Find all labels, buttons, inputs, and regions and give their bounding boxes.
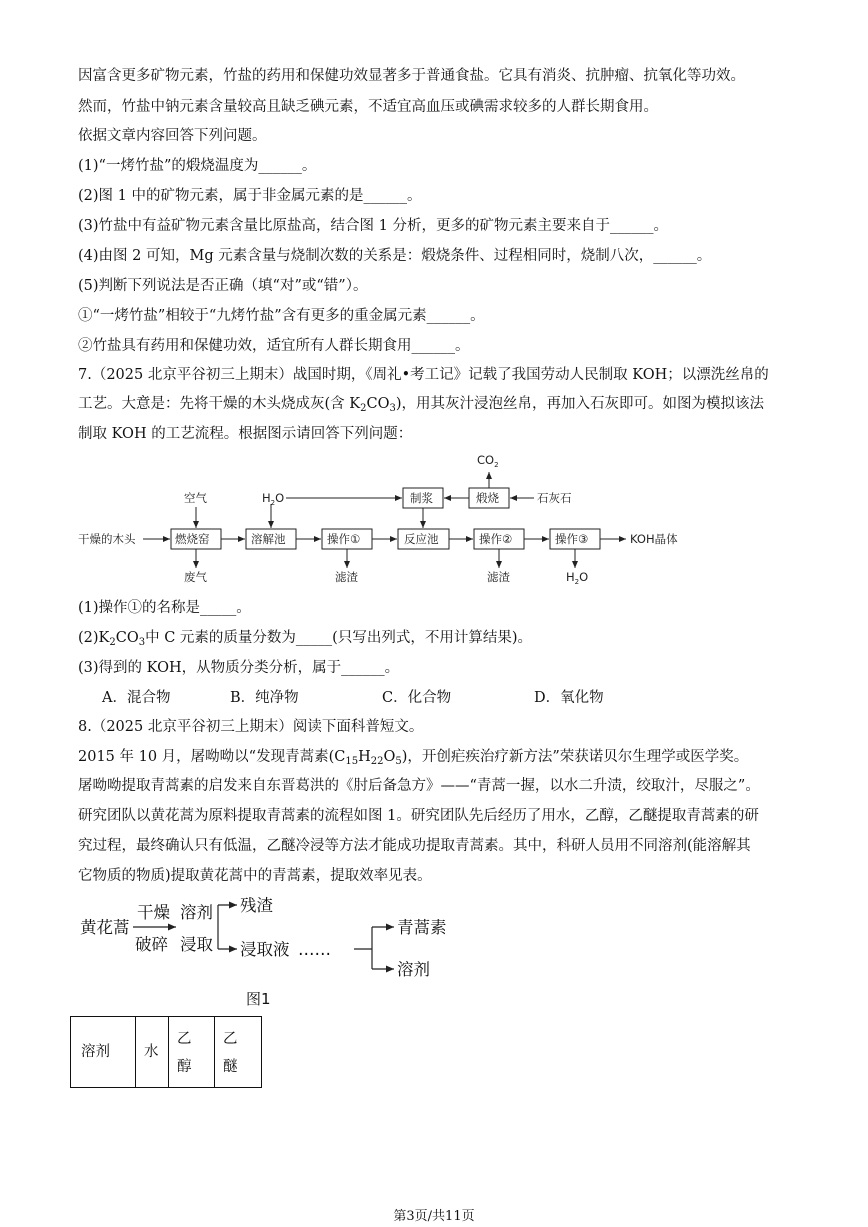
question-7-line: 制取 KOH 的工艺流程。根据图示请回答下列问题： <box>78 426 413 442</box>
solvent-table <box>70 1016 262 1088</box>
question-line: (3)竹盐中有益矿物元素含量比原盐高，结合图 1 分析，更多的矿物元素主要来自于______。 <box>78 218 668 234</box>
option-b: B．纯净物 <box>230 690 299 706</box>
slurry-label: 制浆 <box>410 491 433 505</box>
option-c: C．化合物 <box>382 690 452 706</box>
table-cell: 乙 醇 <box>169 1017 215 1088</box>
dry-label: 干燥 <box>137 903 170 922</box>
artemisinin-label: 青蒿素 <box>397 918 447 937</box>
question-line: (5)判断下列说法是否正确（填“对”或“错”）。 <box>78 278 368 294</box>
question-line: (4)由图 2 可知，Mg 元素含量与烧制次数的关系是：煅烧条件、过程相同时，烧制八次，______。 <box>78 248 712 264</box>
crush-label: 破碎 <box>135 935 168 954</box>
text-line: 然而，竹盐中钠元素含量较高且缺乏碘元素，不适宜高血压或碘需求较多的人群长期食用。 <box>78 99 658 115</box>
text-line: 因富含更多矿物元素，竹盐的药用和保健功效显著多于普通食盐。它具有消炎、抗肿瘤、抗氧化等功效。 <box>78 68 745 84</box>
question-8-line: 研究团队以黄花蒿为原料提取青蒿素的流程如图 1。研究团队先后经历了用水，乙醇，乙醚提取青蒿素的研 <box>78 808 759 824</box>
residue-label: 残渣 <box>240 896 273 915</box>
question-7-heading: 7.（2025 北京平谷初三上期末）战国时期，《周礼•考工记》记载了我国劳动人民制取 KOH；以漂洗丝帛的 <box>78 367 769 383</box>
question-line: ②竹盐具有药用和保健功效，适宜所有人群长期食用______。 <box>78 338 470 354</box>
residue-label: 滤渣 <box>335 570 358 584</box>
table-cell: 溶剂 <box>71 1017 136 1088</box>
koh-crystal-label: KOH晶体 <box>630 532 678 546</box>
co2-label: $CO_2$ <box>477 453 499 469</box>
question-line: (2)图 1 中的矿物元素，属于非金属元素的是______。 <box>78 188 422 204</box>
question-line: $(2)K_2CO_3$中 C 元素的质量分数为_____(只写出列式，不用计算结果)。 <box>78 630 532 648</box>
react-label: 反应池 <box>404 532 439 546</box>
figure-caption: 图1 <box>246 990 271 1008</box>
op2-label: 操作② <box>479 532 513 546</box>
question-8-heading: 8.（2025 北京平谷初三上期末）阅读下面科普短文。 <box>78 719 424 735</box>
page-footer: 第3页/共11页 <box>393 1209 475 1224</box>
calcine-label: 煅烧 <box>476 491 499 505</box>
table-row <box>71 1017 262 1088</box>
h2o-input-label: $H_2O$ <box>262 491 285 507</box>
air-label: 空气 <box>184 491 207 505</box>
op3-label: 操作③ <box>555 532 589 546</box>
exhaust-label: 废气 <box>184 570 207 584</box>
option-d: D．氧化物 <box>534 690 604 706</box>
solvent-output-label: 溶剂 <box>397 960 430 979</box>
table-cell: 乙 醚 <box>215 1017 262 1088</box>
question-8-line: 它物质的物质)提取黄花蒿中的青蒿素，提取效率见表。 <box>78 868 432 884</box>
residue-label: 滤渣 <box>487 570 510 584</box>
furnace-label: 燃烧窑 <box>175 532 210 546</box>
ellipsis-label: …… <box>298 940 331 959</box>
wood-label: 干燥的木头 <box>78 532 136 546</box>
limestone-label: 石灰石 <box>537 491 572 505</box>
dissolve-label: 溶解池 <box>251 532 286 546</box>
soak-label: 浸取 <box>180 935 213 954</box>
op1-label: 操作① <box>327 532 361 546</box>
question-8-line: 究过程，最终确认只有低温，乙醚冷浸等方法才能成功提取青蒿素。其中，科研人员用不同溶剂(能溶解其 <box>78 838 751 854</box>
question-line: (1)“一烤竹盐”的煅烧温度为______。 <box>78 158 317 174</box>
table-cell: 水 <box>136 1017 169 1088</box>
h2o-output-label: $H_2O$ <box>566 570 589 586</box>
question-line: ①“一烤竹盐”相较于“九烤竹盐”含有更多的重金属元素______。 <box>78 308 485 324</box>
question-8-line: 屠呦呦提取青蒿素的启发来自东晋葛洪的《肘后备急方》——“青蒿一握，以水二升渍，绞取汁，尽服之”。 <box>78 778 760 794</box>
question-line: (3)得到的 KOH，从物质分类分析，属于______。 <box>78 660 400 676</box>
text-line: 依据文章内容回答下列问题。 <box>78 128 267 144</box>
solvent-input-label: 溶剂 <box>180 903 213 922</box>
extract-label: 浸取液 <box>240 940 290 959</box>
question-8-line: 2015 年 10 月，屠呦呦以“发现青蒿素$(C_{15}H_{22}O_5)$，开创疟疾治疗新方法”荣获诺贝尔生理学或医学奖。 <box>78 749 749 767</box>
question-7-line: 工艺。大意是：先将干燥的木头烧成灰(含 $K_2CO_3$)，用其灰汁浸泡丝帛，再加入石灰即可。如图为模拟该法 <box>78 396 764 414</box>
plant-label: 黄花蒿 <box>80 918 130 937</box>
option-a: A．混合物 <box>102 690 171 706</box>
question-line: (1)操作①的名称是_____。 <box>78 600 251 616</box>
